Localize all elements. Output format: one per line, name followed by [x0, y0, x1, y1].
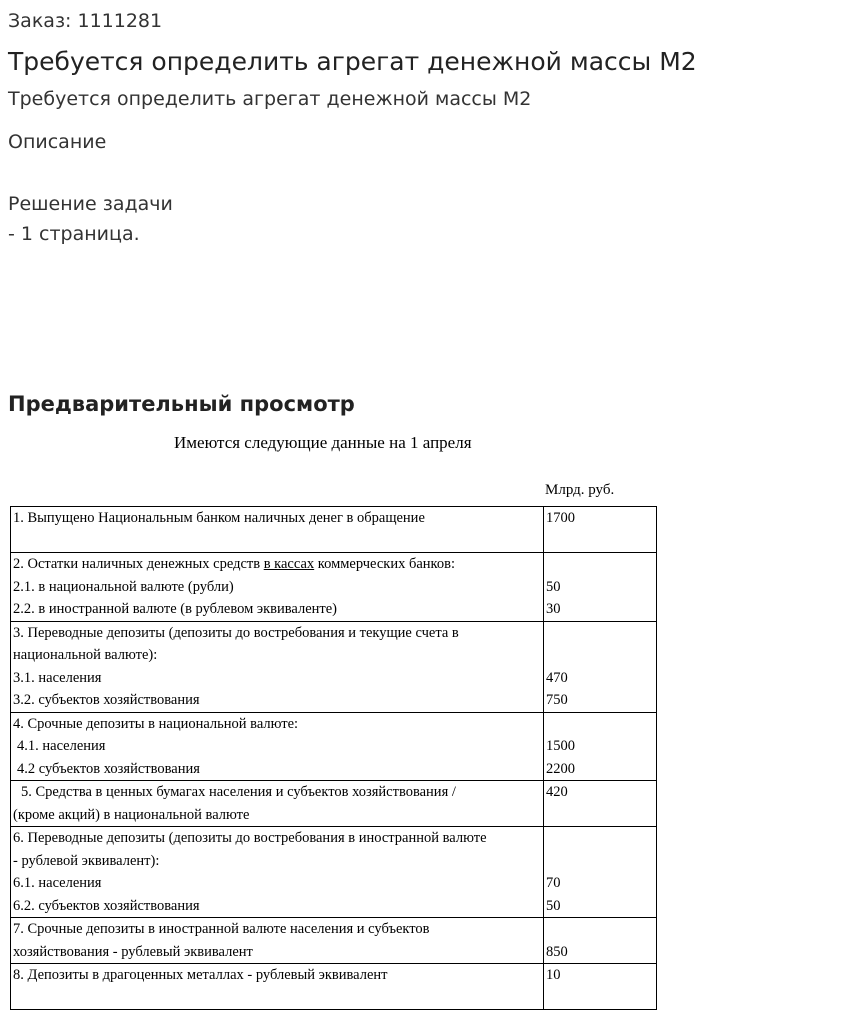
- units-label: Млрд. руб.: [545, 482, 615, 498]
- table-row: [11, 712, 657, 781]
- row-label: 5. Средства в ценных бумагах населения и субъектов хозяйствования / (кроме акций) в национальной валюте: [11, 781, 544, 827]
- table-row: [11, 964, 657, 1010]
- row-label: 7. Срочные депозиты в иностранной валюте населения и субъектов хозяйствования - рублевый эквивалент: [11, 918, 544, 964]
- document-title: Имеются следующие данные на 1 апреля: [174, 433, 472, 452]
- order-number: Заказ: 1111281: [8, 10, 163, 32]
- row-value: 1500 2200: [544, 712, 657, 781]
- row-value: 10: [544, 964, 657, 1010]
- page-title: Требуется определить агрегат денежной массы М2: [8, 47, 697, 76]
- table-row: [11, 507, 657, 553]
- row-value: 1700: [544, 507, 657, 553]
- table-row: [11, 781, 657, 827]
- row-value: 420: [544, 781, 657, 827]
- row-value: 50 30: [544, 553, 657, 622]
- row-label: 1. Выпущено Национальным банком наличных денег в обращение: [11, 507, 544, 553]
- row-value: 470 750: [544, 621, 657, 712]
- solution-label: Решение задачи: [8, 193, 173, 215]
- row-label: 4. Срочные депозиты в национальной валюте: 4.1. населения 4.2 субъектов хозяйствования: [11, 712, 544, 781]
- row-value: 850: [544, 918, 657, 964]
- preview-heading: Предварительный просмотр: [8, 392, 355, 416]
- table-row: [11, 918, 657, 964]
- page-subtitle: Требуется определить агрегат денежной массы М2: [8, 88, 532, 110]
- table-row: [11, 553, 657, 622]
- pages-count: - 1 страница.: [8, 223, 140, 245]
- row-label: 8. Депозиты в драгоценных металлах - рублевый эквивалент: [11, 964, 544, 1010]
- row-label: 3. Переводные депозиты (депозиты до востребования и текущие счета в национальной валюте): 3.1. населения 3.2. субъектов хозяйствования: [11, 621, 544, 712]
- description-label: Описание: [8, 131, 107, 153]
- row-label: 6. Переводные депозиты (депозиты до востребования в иностранной валюте - рублевой эквивалент): 6.1. населения 6.2. субъектов хозяйствования: [11, 827, 544, 918]
- table-row: [11, 621, 657, 712]
- data-table: [10, 506, 657, 1010]
- table-row: [11, 827, 657, 918]
- row-label: 2. Остатки наличных денежных средств в кассах коммерческих банков: 2.1. в национальной валюте (рубли) 2.2. в иностранной валюте (в рублевом эквиваленте): [11, 553, 544, 622]
- row-value: 70 50: [544, 827, 657, 918]
